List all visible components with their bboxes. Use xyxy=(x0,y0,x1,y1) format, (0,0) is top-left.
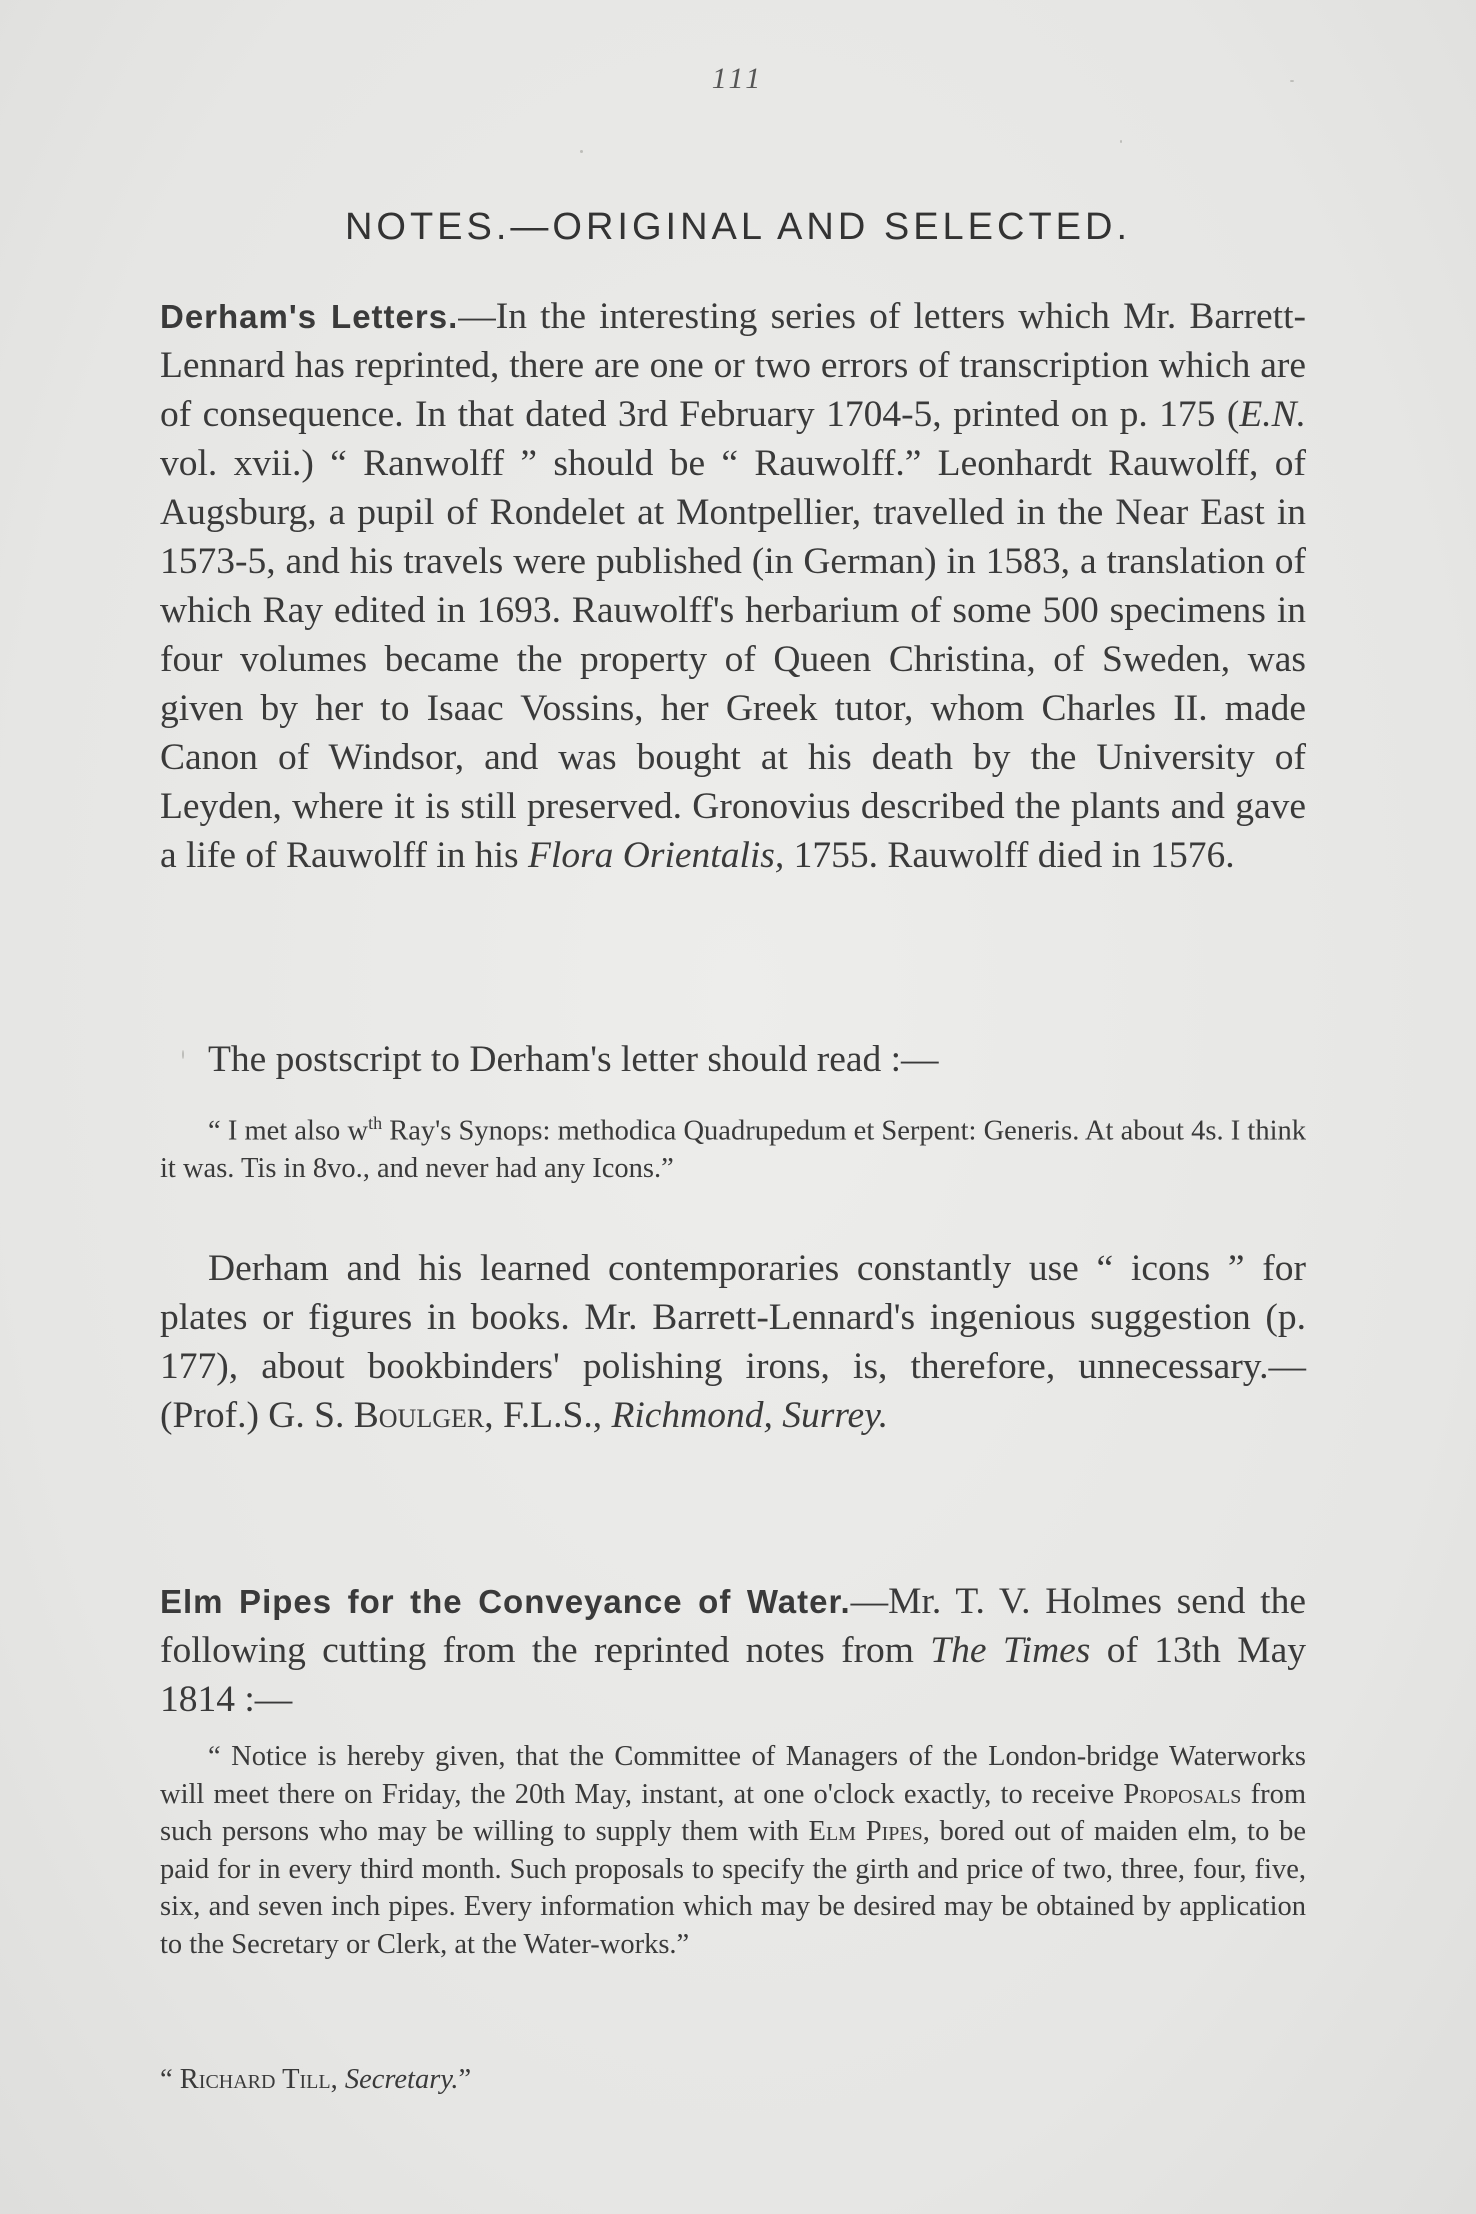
notice-elm-pipes: Elm Pipes xyxy=(808,1816,923,1847)
article-derham-title: Derham's Letters. xyxy=(160,298,459,335)
section-heading: NOTES.—ORIGINAL AND SELECTED. xyxy=(344,206,1132,248)
conclusion-text: Derham and his learned contemporaries constantly use “ icons ” for plates or figures in books. Mr. Barrett-Lennard's ingenious suggestion (p. 177), about bookbinders' polishing irons, is, therefore, unnecessary.—(Prof.) G. S. xyxy=(160,1248,1306,1436)
article-derham-text: —In the interesting series of letters which Mr. Barrett-Lennard has reprinted, there are one or two errors of transcription which are of consequence. In that dated 3rd February 1704-5, printed on p. 175 ( xyxy=(160,296,1306,435)
postscript-quote-sup: th xyxy=(368,1113,383,1133)
page-number: 111 xyxy=(711,62,765,95)
article-elm-text: —Mr. T. V. Holmes send the following cutting from the reprinted notes from xyxy=(160,1581,1306,1671)
signature-name: Richard Till xyxy=(179,2064,331,2095)
notice-signature xyxy=(160,2061,1356,2099)
notice-quote xyxy=(160,1738,1306,1963)
notice-quote-a: “ Notice is hereby given, that the Committee of Managers of the London-bridge Waterworks will meet there on Friday, the 20th May, instant, at one o'clock exactly, to receive xyxy=(160,1741,1306,1810)
newspaper-title: The Times xyxy=(930,1630,1091,1671)
article-derham-text-2: vol. xvii.) “ Ranwolff ” should be “ Rauwolff.” Leonhardt Rauwolff, of Augsburg, a pupil of Rondelet at Montpellier, travelled in the Near East in 1573-5, and his travels were published (in German) in 1583, a translation of which Ray edited in 1693. Rauwolff's herbarium of some 500 specimens in four volumes became the property of Queen Christina, of Sweden, was given by her to Isaac Vossins, her Greek tutor, whom Charles II. made Canon of Windsor, and was bought at his death by the University of Leyden, where it is still preserved. Gronovius described the plants and gave a life of Rauwolff in his xyxy=(160,443,1306,876)
paper-speck xyxy=(580,150,583,153)
notice-quote-b: from such persons who may be willing to supply them with xyxy=(160,1778,1306,1847)
signature-title: Secretary. xyxy=(344,2064,459,2095)
author-place: Richmond, Surrey. xyxy=(611,1395,889,1436)
postscript-quote xyxy=(160,1105,1306,1188)
article-derham-text-3: 1755. Rauwolff died in 1576. xyxy=(784,835,1235,876)
article-derham-conclusion xyxy=(160,1244,1306,1440)
paper-speck xyxy=(1290,80,1294,82)
notice-quote-c: , bored out of maiden elm, to be paid for in every third month. Such proposals to specify the girth and price of two, three, four, five, six, and seven inch pipes. Every information which may be desired may be obtained by application to the Secretary or Clerk, at the Water-works.” xyxy=(160,1816,1307,1960)
paper-speck xyxy=(1120,140,1122,143)
signature-close: ” xyxy=(458,2064,472,2095)
signature-open: “ xyxy=(160,2064,180,2095)
postscript-quote-b: Ray's Synops: methodica Quadrupedum et Serpent: Generis. At about 4s. I think it was. Tis in 8vo., and never had any Icons.” xyxy=(160,1115,1306,1184)
article-elm-body xyxy=(160,1577,1306,1724)
signature-comma: , xyxy=(330,2064,345,2095)
paper-speck xyxy=(182,1050,184,1059)
article-derham-body xyxy=(160,292,1306,880)
journal-ref: E.N. xyxy=(1239,394,1306,435)
postscript-intro: The postscript to Derham's letter should read :— xyxy=(208,1039,939,1080)
author-suffix: , F.L.S., xyxy=(484,1395,612,1436)
author-name: Boulger xyxy=(353,1395,485,1436)
postscript-quote-a: “ I met also w xyxy=(208,1115,369,1147)
notice-proposals: Proposals xyxy=(1123,1778,1242,1810)
article-elm-text-2: of 13th May 1814 :— xyxy=(160,1630,1306,1720)
article-elm-title: Elm Pipes for the Conveyance of Water. xyxy=(160,1583,851,1620)
book-title: Flora Orientalis, xyxy=(528,835,785,876)
